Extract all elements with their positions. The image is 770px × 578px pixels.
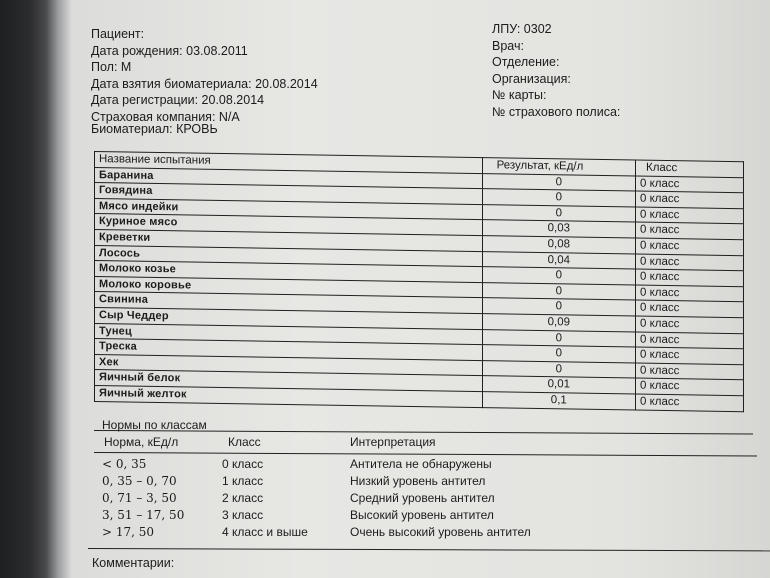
patient-label: Пациент: xyxy=(91,27,145,41)
cell-class: 0 класс xyxy=(636,222,744,239)
norm-interpretation: Высокий уровень антител xyxy=(350,508,494,522)
cell-result: 0,08 xyxy=(482,236,635,254)
cell-result: 0 xyxy=(482,204,635,222)
comments-label: Комментарии: xyxy=(92,556,175,570)
norm-interpretation: Антитела не обнаружены xyxy=(350,457,492,471)
cell-class: 0 класс xyxy=(636,378,744,395)
cell-result: 0,01 xyxy=(482,376,635,394)
results-table xyxy=(94,151,744,412)
cell-test-name: Треска xyxy=(95,339,483,361)
norms-header-interpretation: Интерпретация xyxy=(350,435,436,449)
norm-interpretation: Очень высокий уровень антител xyxy=(350,525,531,539)
doctor: Врач: xyxy=(492,38,524,53)
department: Отделение: xyxy=(492,55,560,69)
cell-result: 0 xyxy=(482,298,635,316)
registration-date: Дата регистрации: 20.08.2014 xyxy=(91,93,265,107)
cell-test-name: Яичный желток xyxy=(95,385,483,407)
cell-class: 0 класс xyxy=(636,363,744,380)
birth-date: Дата рождения: 03.08.2011 xyxy=(91,43,248,58)
cell-test-name: Хек xyxy=(95,354,483,376)
cell-result: 0 xyxy=(482,360,635,378)
organization: Организация: xyxy=(492,71,571,86)
cell-class: 0 класс xyxy=(636,176,744,193)
norms-header-class: Класс xyxy=(228,435,261,449)
column-header-test: Название испытания xyxy=(95,152,483,174)
cell-result: 0 xyxy=(482,282,635,300)
cell-test-name: Молоко козье xyxy=(95,261,483,283)
norm-range: 3, 51 – 17, 50 xyxy=(102,508,185,522)
lpu-code: ЛПУ: 0302 xyxy=(492,22,552,36)
insurance-company: Страховая компания: N/A xyxy=(91,109,240,124)
cell-test-name: Яичный белок xyxy=(95,370,483,392)
cell-result: 0,03 xyxy=(482,220,635,238)
cell-result: 0,04 xyxy=(482,251,635,269)
cell-class: 0 класс xyxy=(636,238,744,255)
norm-class: 3 класс xyxy=(222,508,264,522)
cell-result: 0 xyxy=(482,345,635,363)
cell-class: 0 класс xyxy=(636,254,744,271)
norm-class: 2 класс xyxy=(222,491,264,505)
cell-result: 0,1 xyxy=(482,392,635,410)
cell-test-name: Мясо индейки xyxy=(95,198,483,220)
sample-date: Дата взятия биоматериала: 20.08.2014 xyxy=(91,76,318,91)
clinic-info xyxy=(492,21,620,120)
norm-interpretation: Низкий уровень антител xyxy=(350,474,486,488)
norm-range: < 0, 35 xyxy=(102,457,147,471)
cell-class: 0 класс xyxy=(636,316,744,333)
cell-test-name: Баранина xyxy=(95,167,483,189)
cell-class: 0 класс xyxy=(636,347,744,364)
column-header-class: Класс xyxy=(636,160,744,177)
norm-class: 0 класс xyxy=(222,457,264,471)
norm-class: 1 класс xyxy=(222,474,264,488)
cell-class: 0 класс xyxy=(636,191,744,208)
cell-test-name: Лосось xyxy=(95,245,483,267)
column-header-result: Результат, кЕд/л xyxy=(482,158,635,176)
norms-header-range: Норма, кЕд/л xyxy=(104,435,179,449)
cell-test-name: Сыр Чеддер xyxy=(95,307,483,329)
cell-result: 0 xyxy=(482,173,635,191)
cell-class: 0 класс xyxy=(636,269,744,286)
cell-test-name: Молоко коровье xyxy=(95,276,483,298)
cell-test-name: Говядина xyxy=(95,183,483,205)
patient-info xyxy=(91,26,318,125)
cell-test-name: Свинина xyxy=(95,292,483,314)
policy-number: № страхового полиса: xyxy=(492,104,621,119)
norm-range: 0, 35 – 0, 70 xyxy=(102,474,177,488)
norms-title: Нормы по классам xyxy=(102,418,207,432)
cell-class: 0 класс xyxy=(636,300,744,317)
cell-result: 0 xyxy=(482,189,635,207)
cell-test-name: Тунец xyxy=(95,323,483,345)
cell-test-name: Креветки xyxy=(95,229,483,251)
norm-range: > 17, 50 xyxy=(102,525,155,539)
biomaterial: Биоматериал: КРОВЬ xyxy=(91,122,218,136)
norm-range: 0, 71 – 3, 50 xyxy=(102,491,177,505)
cell-result: 0,09 xyxy=(482,314,635,332)
card-number: № карты: xyxy=(492,88,547,102)
norm-class: 4 класс и выше xyxy=(222,525,308,539)
cell-result: 0 xyxy=(482,267,635,285)
norm-interpretation: Средний уровень антител xyxy=(350,491,495,505)
cell-class: 0 класс xyxy=(636,285,744,302)
sex: Пол: М xyxy=(91,60,132,74)
cell-class: 0 класс xyxy=(636,332,744,349)
cell-test-name: Куриное мясо xyxy=(95,214,483,236)
cell-result: 0 xyxy=(482,329,635,347)
cell-class: 0 класс xyxy=(636,394,744,411)
cell-class: 0 класс xyxy=(636,207,744,224)
